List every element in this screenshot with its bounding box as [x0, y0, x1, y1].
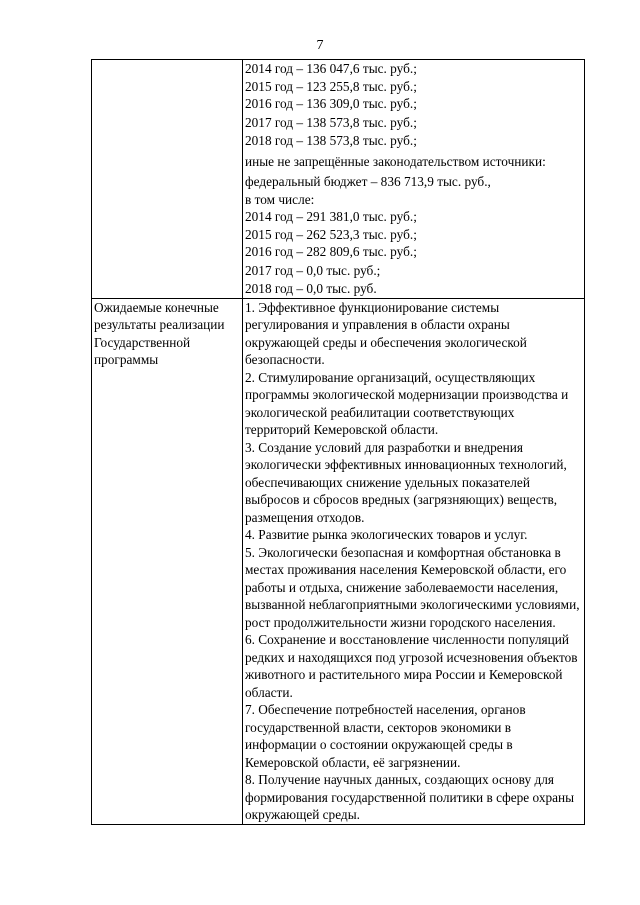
federal-year-line: 2018 год – 0,0 тыс. руб. [245, 281, 377, 296]
result-item: 5. Экологически безопасная и комфортная обстановка в местах проживания населения Кемеровской области, его работы и отдыха, снижение заболеваемости населения, вызванной неблагоприятными экологическими условиями, рост продолжительности жизни городского населения. [245, 544, 580, 630]
regional-year-line: 2015 год – 123 255,8 тыс. руб.; [245, 78, 417, 94]
page-number: 7 [316, 38, 324, 53]
other-sources-line: иные не запрещённые законодательством источники: [245, 153, 546, 169]
result-item: 2. Стимулирование организаций, осуществляющих программы экологической модернизации производства и экологической реабилитации соответствующих территорий Кемеровской области. [245, 369, 569, 437]
result-item: 4. Развитие рынка экологических товаров и услуг. [245, 527, 528, 542]
funding-row [92, 60, 585, 299]
result-item: 3. Создание условий для разработки и внедрения экологически эффективных инновационных технологий, обеспечивающих снижение удельных показателей выбросов и сбросов вредных (загрязняющих) веществ, размещения отходов. [245, 439, 567, 525]
federal-year-line: 2016 год – 282 809,6 тыс. руб.; [245, 244, 417, 259]
result-item: 1. Эффективное функционирование системы регулирования и управления в области охраны окружающей среды и обеспечения экологической безопасности. [245, 299, 527, 367]
regional-year-line: 2017 год – 138 573,8 тыс. руб.; [245, 114, 417, 130]
program-passport-table [91, 59, 585, 825]
federal-total-line: федеральный бюджет – 836 713,9 тыс. руб., [245, 174, 491, 189]
results-content-cell [243, 298, 585, 824]
federal-year-line: 2014 год – 291 381,0 тыс. руб.; [245, 209, 417, 224]
funding-content-cell [243, 60, 585, 299]
federal-year-line: 2017 год – 0,0 тыс. руб.; [245, 262, 381, 278]
results-row [92, 298, 585, 824]
including-line: в том числе: [245, 191, 315, 207]
regional-year-line: 2018 год – 138 573,8 тыс. руб.; [245, 133, 417, 148]
result-item: 6. Сохранение и восстановление численности популяций редких и находящихся под угрозой исчезновения объектов животного и растительного мира России и Кемеровской области. [245, 632, 578, 700]
result-item: 8. Получение научных данных, создающих основу для формирования государственной политики в сфере охраны окружающей среды. [245, 772, 575, 822]
federal-year-line: 2015 год – 262 523,3 тыс. руб.; [245, 226, 417, 242]
result-item: 7. Обеспечение потребностей населения, органов государственной власти, секторов экономики в информации о состоянии окружающей среды в Кемеровской области, её загрязнении. [245, 702, 526, 770]
funding-label-cell [92, 60, 243, 299]
results-label-cell: Ожидаемые конечные результаты реализации Государственной программы [92, 298, 243, 824]
regional-year-line: 2014 год – 136 047,6 тыс. руб.; [245, 61, 417, 76]
regional-year-line: 2016 год – 136 309,0 тыс. руб.; [245, 96, 417, 111]
